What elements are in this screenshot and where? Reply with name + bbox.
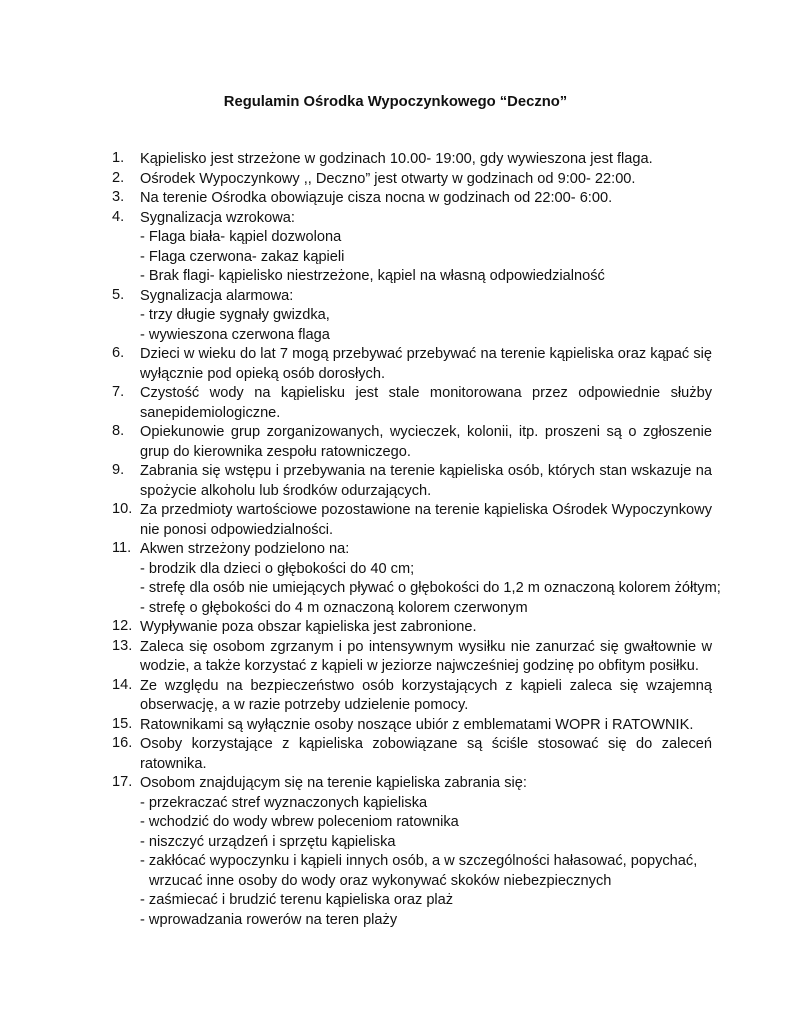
rule-line: wyłącznie pod opieką osób dorosłych. [140, 365, 385, 382]
rule-line: - Flaga czerwona- zakaz kąpieli [140, 248, 345, 265]
rule-number: 17. [112, 774, 133, 790]
rule-item [112, 540, 721, 618]
rule-line: Sygnalizacja alarmowa: [140, 287, 294, 304]
rule-line: Czystość wody na kąpielisku jest stale monitorowana przez odpowiednie służby [140, 385, 712, 401]
rule-number: 5. [112, 286, 125, 303]
rule-number: 7. [112, 384, 125, 400]
rule-item [112, 150, 712, 170]
rule-number: 2. [112, 169, 125, 186]
rules-list [112, 150, 721, 930]
rule-item [112, 170, 712, 190]
rule-line: - wchodzić do wody wbrew poleceniom ratownika [140, 814, 459, 830]
rule-item [112, 423, 712, 462]
rule-line: - strefę o głębokości do 4 m oznaczoną kolorem czerwonym [140, 599, 528, 616]
rule-line: - niszczyć urządzeń i sprzętu kąpieliska [140, 833, 396, 850]
rule-item [112, 677, 712, 716]
rule-item [112, 287, 712, 346]
rule-number: 15. [112, 715, 133, 732]
rule-line: Osoby korzystające z kąpieliska zobowiązane są ściśle stosować się do zaleceń [140, 736, 712, 752]
rule-line: - przekraczać stref wyznaczonych kąpieliska [140, 794, 428, 811]
rule-line: - Brak flagi- kąpielisko niestrzeżone, kąpiel na własną odpowiedzialność [140, 268, 605, 284]
rule-line: grup do kierownika zespołu ratowniczego. [140, 443, 411, 460]
rule-line: - zakłócać wypoczynku i kąpieli innych osób, a w szczególności hałasować, popychać, [140, 853, 698, 869]
rule-line: Wypływanie poza obszar kąpieliska jest zabronione. [140, 619, 477, 635]
rule-line: - strefę dla osób nie umiejących pływać o głębokości do 1,2 m oznaczoną kolorem żółtym; [140, 580, 721, 596]
rule-number: 16. [112, 735, 133, 751]
rule-item [112, 209, 712, 287]
rule-line: spożycie alkoholu lub środków odurzających. [140, 482, 432, 499]
rule-line: - trzy długie sygnały gwizdka, [140, 307, 330, 323]
rule-line: wodzie, a także korzystać z kąpieli w jeziorze najwcześniej godzinę po obfitym posiłku. [140, 658, 699, 674]
rule-item [112, 384, 712, 423]
rule-line: Ośrodek Wypoczynkowy ,, Deczno” jest otwarty w godzinach od 9:00- 22:00. [140, 170, 636, 187]
rule-line: obserwację, a w razie potrzeby udzielenie pomocy. [140, 697, 469, 713]
rule-line: Opiekunowie grup zorganizowanych, wycieczek, kolonii, itp. proszeni są o zgłoszenie [140, 424, 712, 440]
rule-item [112, 345, 712, 384]
rule-line: Sygnalizacja wzrokowa: [140, 209, 295, 226]
rule-line: Ze względu na bezpieczeństwo osób korzystających z kąpieli zaleca się wzajemną [140, 677, 712, 694]
rule-line: - wprowadzania rowerów na teren plaży [140, 911, 398, 928]
rule-item [112, 501, 712, 540]
rule-line: nie ponosi odpowiedzialności. [140, 521, 334, 538]
rule-number: 9. [112, 462, 125, 478]
rule-line: Akwen strzeżony podzielono na: [140, 541, 350, 557]
rule-item [112, 618, 712, 638]
rule-line: sanepidemiologiczne. [140, 404, 281, 421]
rule-line: - brodzik dla dzieci o głębokości do 40 cm; [140, 560, 415, 577]
rule-number: 10. [112, 501, 133, 517]
rule-line: Dzieci w wieku do lat 7 mogą przebywać przebywać na terenie kąpieliska oraz kąpać się [140, 346, 712, 362]
rule-number: 11. [112, 540, 132, 556]
rule-line: - Flaga biała- kąpiel dozwolona [140, 229, 342, 245]
rule-line: Ratownikami są wyłącznie osoby noszące ubiór z emblematami WOPR i RATOWNIK. [140, 716, 694, 733]
rule-line: ratownika. [140, 755, 207, 772]
rule-line: Kąpielisko jest strzeżone w godzinach 10.00- 19:00, gdy wywieszona jest flaga. [140, 151, 653, 167]
rule-line: Zaleca się osobom zgrzanym i po intensywnym wysiłku nie zanurzać się gwałtownie w [140, 638, 712, 655]
rule-number: 6. [112, 345, 125, 361]
rule-number: 8. [112, 423, 125, 439]
rule-number: 13. [112, 637, 133, 654]
rule-item [112, 716, 712, 736]
rule-item [112, 462, 712, 501]
rule-line: - zaśmiecać i brudzić terenu kąpieliska oraz plaż [140, 892, 454, 908]
rule-number: 14. [112, 676, 133, 693]
rule-number: 1. [112, 150, 125, 166]
rule-number: 3. [112, 189, 125, 205]
rule-line: Osobom znajdującym się na terenie kąpieliska zabrania się: [140, 775, 527, 791]
rule-line: Na terenie Ośrodka obowiązuje cisza nocna w godzinach od 22:00- 6:00. [140, 190, 613, 206]
rule-item [112, 638, 712, 677]
rule-line: wrzucać inne osoby do wody oraz wykonywać skoków niebezpiecznych [149, 872, 612, 889]
rule-item [112, 735, 712, 774]
rule-line: Za przedmioty wartościowe pozostawione na terenie kąpieliska Ośrodek Wypoczynkowy [140, 502, 712, 518]
rule-number: 12. [112, 618, 133, 634]
rule-line: Zabrania się wstępu i przebywania na terenie kąpieliska osób, których stan wskazuje na [140, 463, 712, 479]
rule-line: - wywieszona czerwona flaga [140, 326, 330, 343]
rule-item [112, 189, 712, 209]
rule-item [112, 774, 712, 930]
document-title: Regulamin Ośrodka Wypoczynkowego “Deczno” [223, 94, 568, 110]
rule-number: 4. [112, 208, 125, 225]
